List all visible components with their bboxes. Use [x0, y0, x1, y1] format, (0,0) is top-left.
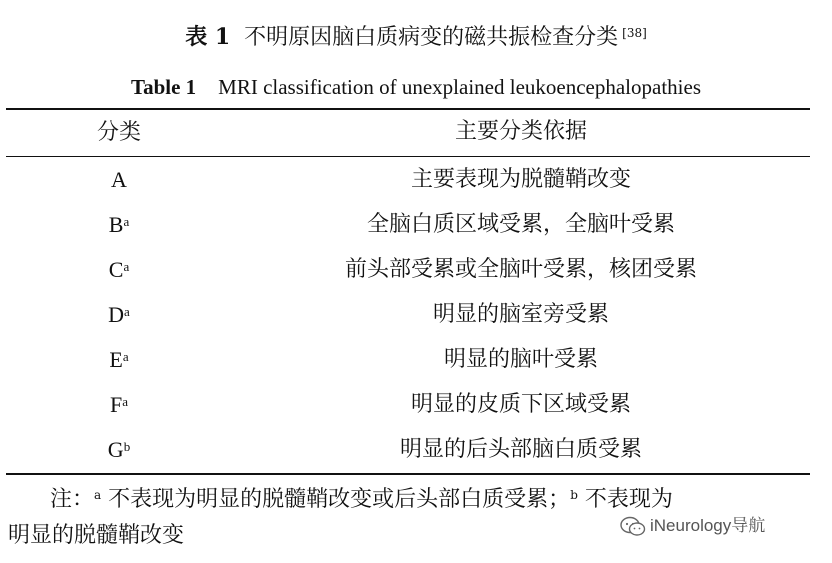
table-bottom-rule — [6, 473, 810, 475]
class-letter: A — [111, 167, 127, 192]
row-basis-cell: 明显的脑室旁受累 — [432, 302, 609, 327]
footnote-a-text: 不表现为明显的脱髓鞘改变或后头部白质受累； — [108, 487, 571, 512]
table-row — [6, 203, 810, 247]
footnote-prefix: 注： — [50, 487, 95, 512]
row-basis-cell: 明显的脑叶受累 — [443, 347, 598, 372]
row-class-cell — [6, 158, 232, 202]
table-row — [6, 158, 810, 202]
class-footnote-marker: a — [124, 304, 130, 319]
row-class-cell — [6, 203, 232, 247]
header-classification: 分类 — [96, 119, 141, 144]
table-label-english: Table 1 — [130, 75, 197, 99]
table-row — [6, 248, 810, 292]
table-row — [6, 293, 810, 337]
class-footnote-marker: a — [122, 394, 129, 409]
class-footnote-marker: a — [123, 214, 130, 229]
class-footnote-marker: b — [123, 439, 131, 454]
class-letter: E — [109, 347, 123, 372]
row-class-cell — [6, 248, 232, 292]
class-letter: D — [108, 302, 125, 327]
reference-marker[interactable]: [38] — [622, 26, 647, 40]
class-footnote-marker: a — [122, 349, 129, 364]
table-row — [6, 338, 810, 382]
class-letter: G — [107, 437, 124, 462]
row-class-cell — [6, 383, 232, 427]
row-class-cell — [6, 293, 232, 337]
table-title-english — [0, 70, 832, 104]
footnote-marker-b: b — [570, 488, 578, 502]
class-footnote-marker: a — [123, 259, 130, 274]
row-basis-cell: 明显的后头部脑白质受累 — [399, 437, 642, 462]
row-class-cell — [6, 428, 232, 472]
footnote-marker-a: a — [94, 488, 102, 502]
row-basis-cell: 前头部受累或全脑叶受累，核团受累 — [344, 257, 697, 282]
wechat-icon — [620, 516, 646, 537]
class-letter: B — [108, 212, 124, 237]
table-header-row — [6, 110, 810, 154]
table-title-chinese-text: 不明原因脑白质病变的磁共振检查分类 — [244, 25, 619, 50]
table-row — [6, 428, 810, 472]
table-row — [6, 383, 810, 427]
row-basis-cell: 全脑白质区域受累，全脑叶受累 — [366, 212, 675, 237]
class-letter: C — [108, 257, 124, 282]
row-class-cell — [6, 338, 232, 382]
table-title-english-text: MRI classification of unexplained leukoencephalopathies — [218, 75, 702, 99]
header-main-basis: 主要分类依据 — [454, 119, 587, 144]
footnote-b-text-line2: 明显的脱髓鞘改变 — [8, 523, 185, 548]
row-basis-cell: 明显的皮质下区域受累 — [410, 392, 631, 417]
footnote-b-text-line1: 不表现为 — [584, 487, 673, 512]
table-header-rule — [6, 156, 810, 157]
table-label-chinese: 表 1 — [185, 24, 231, 50]
row-basis-cell: 主要表现为脱髓鞘改变 — [410, 167, 631, 192]
class-letter: F — [109, 392, 123, 417]
watermark-text: iNeurology导航 — [650, 516, 766, 535]
table-title-chinese — [0, 20, 832, 55]
